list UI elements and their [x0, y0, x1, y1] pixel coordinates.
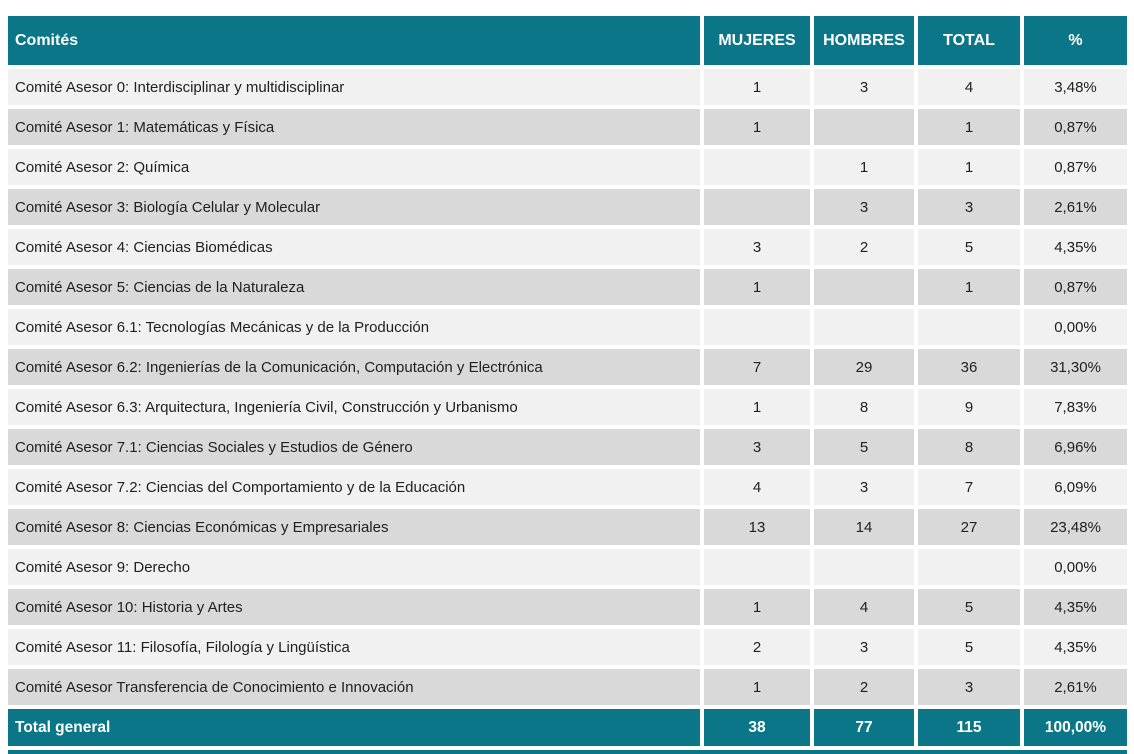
percent-cell: 0,00%	[1024, 549, 1127, 585]
column-header-percent: %	[1024, 16, 1127, 65]
mujeres-cell	[704, 309, 810, 345]
mujeres-cell: 1	[704, 589, 810, 625]
percent-cell: 0,87%	[1024, 109, 1127, 145]
committee-name-cell: Comité Asesor 11: Filosofía, Filología y Lingüística	[8, 629, 700, 665]
mujeres-cell: 1	[704, 269, 810, 305]
hombres-cell: 8	[814, 389, 914, 425]
total-cell: 4	[918, 69, 1020, 105]
percent-cell: 23,48%	[1024, 509, 1127, 545]
hombres-cell	[814, 549, 914, 585]
hombres-cell: 3	[814, 629, 914, 665]
table-row	[8, 509, 1127, 545]
committee-name-cell: Comité Asesor 5: Ciencias de la Naturaleza	[8, 269, 700, 305]
total-cell: 36	[918, 349, 1020, 385]
committee-name-cell: Comité Asesor 6.3: Arquitectura, Ingeniería Civil, Construcción y Urbanismo	[8, 389, 700, 425]
total-cell: 27	[918, 509, 1020, 545]
total-row	[8, 709, 1127, 746]
committee-name-cell: Comité Asesor 2: Química	[8, 149, 700, 185]
committee-name-cell: Comité Asesor 7.1: Ciencias Sociales y Estudios de Género	[8, 429, 700, 465]
committees-table	[4, 12, 1131, 750]
percent-cell: 2,61%	[1024, 189, 1127, 225]
mujeres-cell: 1	[704, 669, 810, 705]
percent-cell: 4,35%	[1024, 629, 1127, 665]
total-cell: 5	[918, 229, 1020, 265]
committee-name-cell: Comité Asesor 3: Biología Celular y Molecular	[8, 189, 700, 225]
total-cell: 9	[918, 389, 1020, 425]
table-row	[8, 309, 1127, 345]
total-hombres-value: 77	[814, 709, 914, 746]
total-cell: 1	[918, 269, 1020, 305]
column-header-total: TOTAL	[918, 16, 1020, 65]
committee-name-cell: Comité Asesor 6.2: Ingenierías de la Comunicación, Computación y Electrónica	[8, 349, 700, 385]
table-row	[8, 669, 1127, 705]
mujeres-cell: 2	[704, 629, 810, 665]
column-header-mujeres: MUJERES	[704, 16, 810, 65]
hombres-cell	[814, 309, 914, 345]
percent-cell: 31,30%	[1024, 349, 1127, 385]
table-row	[8, 109, 1127, 145]
header-row	[8, 16, 1127, 65]
committee-name-cell: Comité Asesor 7.2: Ciencias del Comportamiento y de la Educación	[8, 469, 700, 505]
percent-cell: 0,00%	[1024, 309, 1127, 345]
total-percent-value: 100,00%	[1024, 709, 1127, 746]
mujeres-cell	[704, 149, 810, 185]
mujeres-cell: 13	[704, 509, 810, 545]
total-cell: 5	[918, 589, 1020, 625]
total-cell: 1	[918, 109, 1020, 145]
hombres-cell	[814, 109, 914, 145]
committee-name-cell: Comité Asesor 4: Ciencias Biomédicas	[8, 229, 700, 265]
mujeres-cell: 3	[704, 429, 810, 465]
committee-name-cell: Comité Asesor 10: Historia y Artes	[8, 589, 700, 625]
hombres-cell: 3	[814, 469, 914, 505]
committee-name-cell: Comité Asesor 9: Derecho	[8, 549, 700, 585]
mujeres-cell: 1	[704, 389, 810, 425]
total-cell	[918, 309, 1020, 345]
column-header-hombres: HOMBRES	[814, 16, 914, 65]
hombres-cell: 4	[814, 589, 914, 625]
total-label: Total general	[8, 709, 700, 746]
mujeres-cell	[704, 189, 810, 225]
total-cell: 7	[918, 469, 1020, 505]
percent-cell: 0,87%	[1024, 149, 1127, 185]
table-row	[8, 149, 1127, 185]
committee-name-cell: Comité Asesor 1: Matemáticas y Física	[8, 109, 700, 145]
mujeres-cell: 3	[704, 229, 810, 265]
hombres-cell: 14	[814, 509, 914, 545]
mujeres-cell: 4	[704, 469, 810, 505]
percent-cell: 3,48%	[1024, 69, 1127, 105]
percent-cell: 4,35%	[1024, 229, 1127, 265]
total-cell: 3	[918, 189, 1020, 225]
table-row	[8, 549, 1127, 585]
hombres-cell: 3	[814, 189, 914, 225]
mujeres-cell: 1	[704, 109, 810, 145]
table-row	[8, 69, 1127, 105]
percent-cell: 4,35%	[1024, 589, 1127, 625]
table-row	[8, 189, 1127, 225]
table-row	[8, 469, 1127, 505]
mujeres-cell	[704, 549, 810, 585]
mujeres-cell: 1	[704, 69, 810, 105]
total-cell: 8	[918, 429, 1020, 465]
hombres-cell: 5	[814, 429, 914, 465]
hombres-cell: 1	[814, 149, 914, 185]
mujeres-cell: 7	[704, 349, 810, 385]
total-cell: 5	[918, 629, 1020, 665]
table-row	[8, 349, 1127, 385]
total-cell: 1	[918, 149, 1020, 185]
total-cell	[918, 549, 1020, 585]
committee-name-cell: Comité Asesor Transferencia de Conocimiento e Innovación	[8, 669, 700, 705]
total-cell: 3	[918, 669, 1020, 705]
hombres-cell	[814, 269, 914, 305]
committee-name-cell: Comité Asesor 6.1: Tecnologías Mecánicas y de la Producción	[8, 309, 700, 345]
table-row	[8, 389, 1127, 425]
hombres-cell: 3	[814, 69, 914, 105]
table-row	[8, 629, 1127, 665]
percent-cell: 7,83%	[1024, 389, 1127, 425]
table-bottom-border	[8, 750, 1127, 754]
table-row	[8, 589, 1127, 625]
committee-name-cell: Comité Asesor 8: Ciencias Económicas y Empresariales	[8, 509, 700, 545]
table-row	[8, 269, 1127, 305]
hombres-cell: 29	[814, 349, 914, 385]
table-row	[8, 429, 1127, 465]
percent-cell: 6,09%	[1024, 469, 1127, 505]
committee-name-cell: Comité Asesor 0: Interdisciplinar y multidisciplinar	[8, 69, 700, 105]
column-header-comites: Comités	[8, 16, 700, 65]
hombres-cell: 2	[814, 229, 914, 265]
total-mujeres-value: 38	[704, 709, 810, 746]
table-row	[8, 229, 1127, 265]
hombres-cell: 2	[814, 669, 914, 705]
percent-cell: 0,87%	[1024, 269, 1127, 305]
percent-cell: 2,61%	[1024, 669, 1127, 705]
percent-cell: 6,96%	[1024, 429, 1127, 465]
total-total-value: 115	[918, 709, 1020, 746]
table-body	[8, 69, 1127, 705]
